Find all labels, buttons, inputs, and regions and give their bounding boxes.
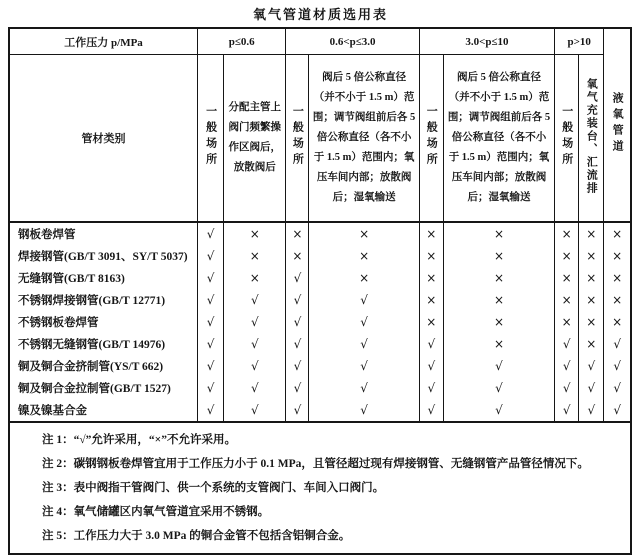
subcol-after-valve-2: 阀后 5 倍公称直径（并不小于 1.5 m）范围；调节阀组前后各 5 倍公称直径（各不小于 1.5 m）范围内；氧压车间内部；放散阀后；湿氧输送 [443, 55, 554, 223]
permission-mark: √ [419, 399, 443, 422]
permission-mark: × [309, 245, 419, 267]
permission-mark: × [555, 245, 579, 267]
permission-mark: √ [309, 311, 419, 333]
permission-mark: × [224, 222, 286, 245]
permission-mark: √ [604, 399, 631, 422]
permission-mark: × [443, 267, 554, 289]
permission-mark: × [419, 267, 443, 289]
note-line: 注 4：氧气储罐区内氧气管道宜采用不锈钢。 [42, 506, 270, 519]
permission-mark: √ [309, 333, 419, 355]
table-row [9, 289, 631, 311]
permission-mark: × [579, 245, 604, 267]
permission-mark: × [579, 311, 604, 333]
permission-mark: × [604, 267, 631, 289]
permission-mark: √ [286, 289, 309, 311]
permission-mark: √ [604, 377, 631, 399]
permission-mark: √ [286, 355, 309, 377]
permission-mark: × [555, 311, 579, 333]
permission-mark: √ [198, 311, 224, 333]
permission-mark: × [443, 222, 554, 245]
permission-mark: × [443, 245, 554, 267]
material-name: 不锈钢焊接钢管(GB/T 12771) [9, 289, 198, 311]
permission-mark: √ [286, 311, 309, 333]
permission-mark: √ [198, 377, 224, 399]
permission-mark: √ [286, 267, 309, 289]
permission-mark: √ [198, 333, 224, 355]
permission-mark: × [419, 289, 443, 311]
table-row [9, 333, 631, 355]
table-row [9, 222, 631, 245]
subcol-general-2: 一般场所 [286, 55, 309, 223]
permission-mark: × [286, 222, 309, 245]
permission-mark: × [555, 289, 579, 311]
subcol-general-1: 一般场所 [198, 55, 224, 223]
permission-mark: √ [309, 355, 419, 377]
subcol-general-4: 一般场所 [555, 55, 579, 223]
group-label-p-gt-10: p>10 [555, 28, 604, 55]
table-row [9, 311, 631, 333]
note-line: 注 3：表中阀指干管阀门、供一个系统的支管阀门、车间入口阀门。 [42, 481, 385, 494]
permission-mark: √ [555, 399, 579, 422]
permission-mark: × [419, 311, 443, 333]
material-name: 钢板卷焊管 [9, 222, 198, 245]
permission-mark: √ [198, 267, 224, 289]
material-name: 铜及铜合金挤制管(YS/T 662) [9, 355, 198, 377]
permission-mark: √ [309, 289, 419, 311]
note-line: 注 2：碳钢钢板卷焊管宜用于工作压力小于 0.1 MPa，且管径超过现有焊接钢管、无缝钢管产品管径情况下。 [42, 457, 589, 470]
permission-mark: × [443, 311, 554, 333]
pressure-header: 工作压力 p/MPa [9, 28, 198, 55]
permission-mark: × [604, 222, 631, 245]
permission-mark: √ [419, 355, 443, 377]
permission-mark: × [224, 245, 286, 267]
header-row-pressure [9, 28, 631, 55]
permission-mark: √ [419, 333, 443, 355]
permission-mark: √ [198, 222, 224, 245]
permission-mark: √ [555, 355, 579, 377]
material-selection-table [8, 27, 632, 555]
permission-mark: √ [555, 377, 579, 399]
permission-mark: × [579, 333, 604, 355]
material-name: 不锈钢板卷焊管 [9, 311, 198, 333]
permission-mark: √ [604, 355, 631, 377]
permission-mark: √ [579, 355, 604, 377]
permission-mark: × [579, 267, 604, 289]
liquid-oxygen-column-label: 液氧管道 [604, 28, 631, 222]
permission-mark: √ [443, 377, 554, 399]
permission-mark: √ [224, 355, 286, 377]
material-category-label: 管材类别 [9, 55, 198, 223]
subcol-general-3: 一般场所 [419, 55, 443, 223]
permission-mark: √ [198, 355, 224, 377]
table-row [9, 267, 631, 289]
permission-mark: √ [419, 377, 443, 399]
permission-mark: √ [443, 355, 554, 377]
permission-mark: × [579, 222, 604, 245]
note-line: 注 1：“√”允许采用，“×”不允许采用。 [42, 433, 236, 446]
subcol-after-valve-1: 阀后 5 倍公称直径（并不小于 1.5 m）范围；调节阀组前后各 5 倍公称直径（各不小于 1.5 m）范围内；氧压车间内部；放散阀后；湿氧输送 [309, 55, 419, 223]
permission-mark: × [419, 222, 443, 245]
table-title: 氧气管道材质选用表 [252, 7, 388, 22]
material-name: 铜及铜合金拉制管(GB/T 1527) [9, 377, 198, 399]
material-name: 焊接钢管(GB/T 3091、SY/T 5037) [9, 245, 198, 267]
permission-mark: √ [198, 289, 224, 311]
permission-mark: √ [309, 399, 419, 422]
permission-mark: × [419, 245, 443, 267]
permission-mark: × [604, 289, 631, 311]
permission-mark: √ [198, 399, 224, 422]
table-row [9, 399, 631, 422]
permission-mark: √ [286, 333, 309, 355]
permission-mark: √ [224, 377, 286, 399]
material-name: 镍及镍基合金 [9, 399, 198, 422]
permission-mark: √ [555, 333, 579, 355]
permission-mark: × [443, 333, 554, 355]
material-name: 无缝钢管(GB/T 8163) [9, 267, 198, 289]
permission-mark: √ [579, 377, 604, 399]
notes-cell [9, 422, 631, 554]
table-row [9, 245, 631, 267]
permission-mark: √ [286, 399, 309, 422]
group-label-3-0-to-10: 3.0<p≤10 [419, 28, 554, 55]
permission-mark: √ [579, 399, 604, 422]
header-row-subcolumns [9, 55, 631, 223]
subcol-distribution-main: 分配主管上阀门频繁操作区阀后，放散阀后 [224, 55, 286, 223]
material-name: 不锈钢无缝钢管(GB/T 14976) [9, 333, 198, 355]
permission-mark: × [555, 222, 579, 245]
permission-mark: √ [224, 311, 286, 333]
permission-mark: × [604, 245, 631, 267]
permission-mark: √ [309, 377, 419, 399]
permission-mark: √ [604, 333, 631, 355]
group-label-p-le-0-6: p≤0.6 [198, 28, 286, 55]
note-line: 注 5：工作压力大于 3.0 MPa 的铜合金管不包括含铝铜合金。 [42, 530, 351, 543]
permission-mark: √ [224, 289, 286, 311]
table-row [9, 355, 631, 377]
permission-mark: × [309, 267, 419, 289]
permission-mark: × [579, 289, 604, 311]
permission-mark: × [309, 222, 419, 245]
permission-mark: × [604, 311, 631, 333]
permission-mark: × [443, 289, 554, 311]
permission-mark: × [555, 267, 579, 289]
permission-mark: × [224, 267, 286, 289]
permission-mark: × [286, 245, 309, 267]
permission-mark: √ [198, 245, 224, 267]
permission-mark: √ [443, 399, 554, 422]
permission-mark: √ [224, 333, 286, 355]
notes-row [9, 422, 631, 554]
permission-mark: √ [224, 399, 286, 422]
material-rows [9, 222, 631, 422]
permission-mark: √ [286, 377, 309, 399]
subcol-filling-station: 氧气充装台、汇流排 [579, 55, 604, 223]
group-label-0-6-to-3-0: 0.6<p≤3.0 [286, 28, 419, 55]
table-row [9, 377, 631, 399]
